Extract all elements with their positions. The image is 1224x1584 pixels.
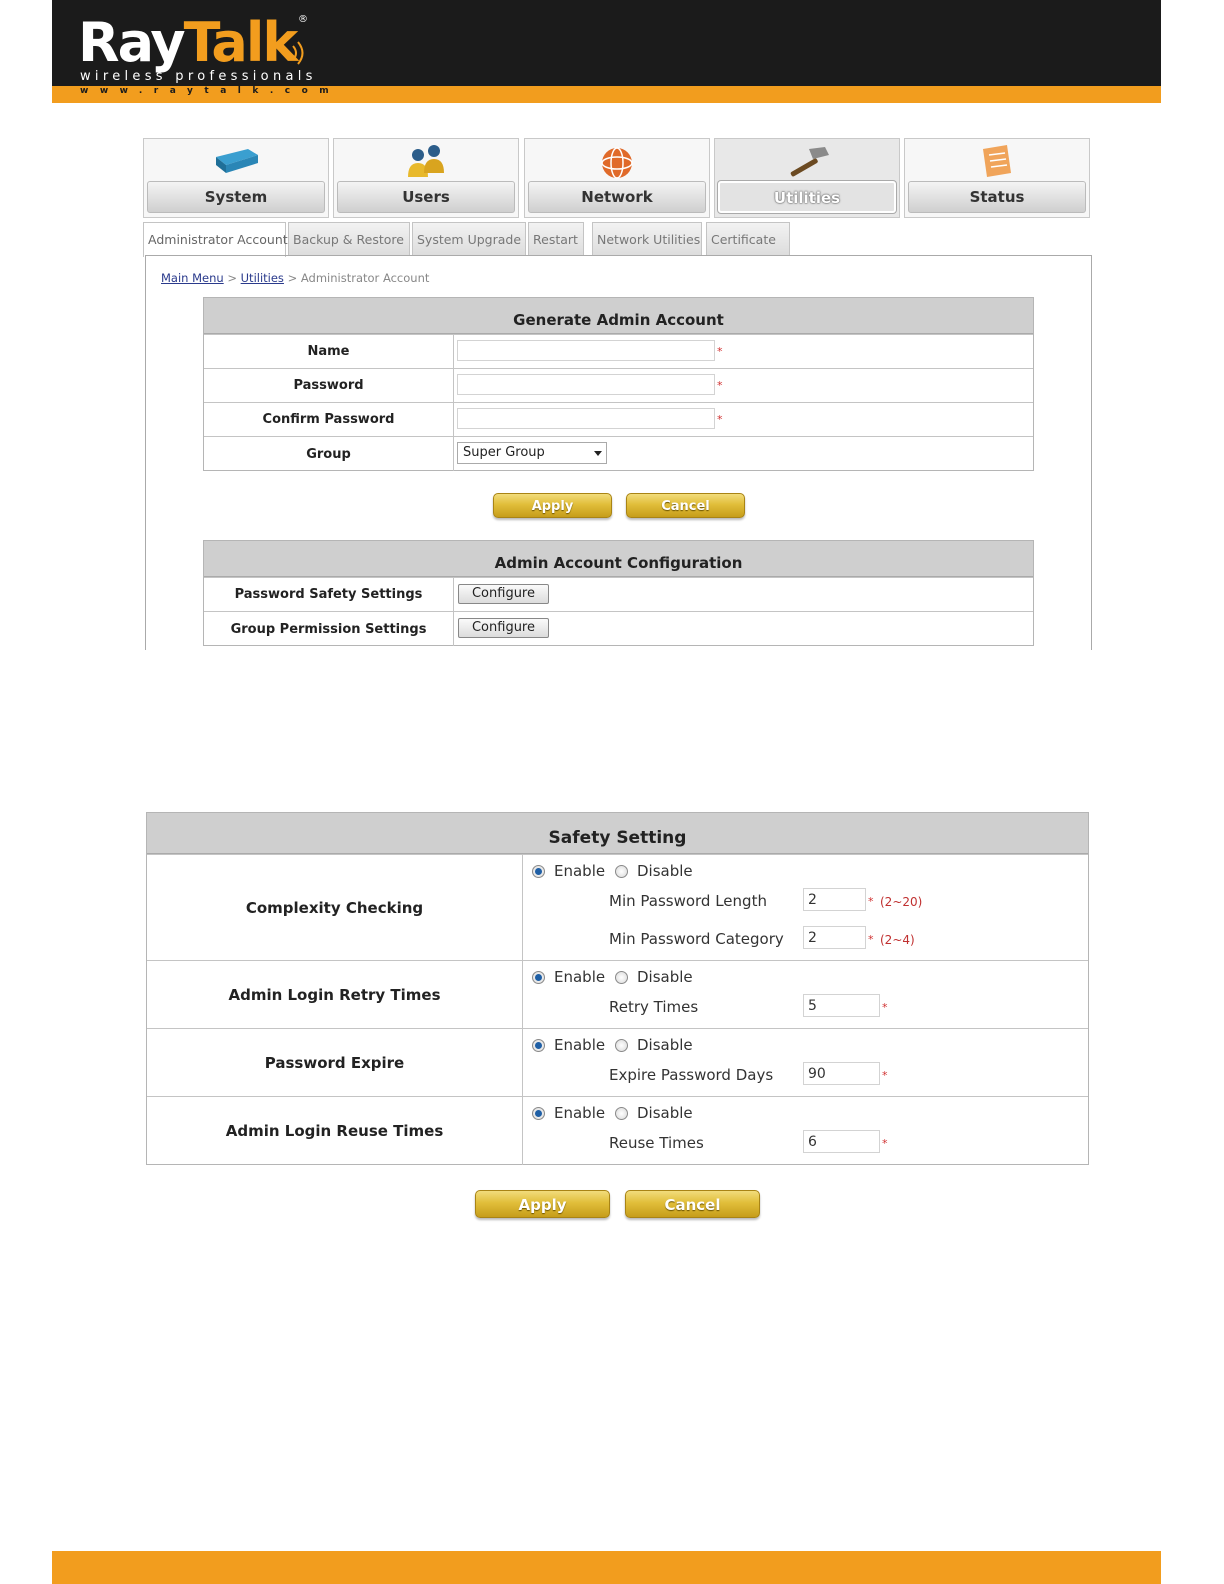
row-name [204, 334, 1033, 368]
min-password-category-required-mark: * [868, 933, 874, 946]
password-safety-settings-label: Password Safety Settings [204, 578, 454, 611]
breadcrumb-main-menu[interactable]: Main Menu [161, 271, 224, 285]
chevron-down-icon [594, 451, 602, 456]
breadcrumb-sep: > [227, 271, 237, 285]
retry-times-label: Retry Times [609, 998, 699, 1016]
tab-backup-restore[interactable]: Backup & Restore [288, 222, 410, 256]
safety-cancel-button[interactable]: Cancel [625, 1190, 760, 1218]
menu-item-status[interactable] [904, 138, 1090, 218]
hammer-icon [783, 143, 831, 181]
menu-item-utilities[interactable] [714, 138, 900, 218]
reuse-disable-radio[interactable] [615, 1107, 628, 1120]
retry-enable-radio[interactable] [532, 971, 545, 984]
admin-login-reuse-times-label: Admin Login Reuse Times [147, 1097, 523, 1165]
complexity-disable-radio[interactable] [615, 865, 628, 878]
tab-certificate[interactable]: Certificate [706, 222, 790, 256]
users-icon [402, 143, 450, 181]
complexity-enable-label: Enable [554, 862, 606, 880]
admin-login-retry-times-cell [523, 961, 1088, 1028]
min-password-category-input[interactable] [803, 926, 866, 949]
expire-password-days-required-mark: * [882, 1069, 888, 1082]
name-input[interactable] [457, 340, 715, 361]
expire-enable-radio[interactable] [532, 1039, 545, 1052]
menu-label-utilities: Utilities [718, 181, 896, 213]
retry-times-input[interactable] [803, 994, 880, 1017]
generate-apply-button[interactable]: Apply [493, 493, 612, 518]
name-required-mark: * [717, 345, 723, 358]
confirm-password-label: Confirm Password [204, 403, 454, 436]
reuse-disable-label: Disable [637, 1104, 693, 1122]
expire-disable-radio[interactable] [615, 1039, 628, 1052]
breadcrumb [161, 271, 429, 285]
breadcrumb-current: Administrator Account [300, 271, 430, 285]
raytalk-logo [78, 11, 297, 74]
reuse-times-label: Reuse Times [609, 1134, 704, 1152]
globe-network-icon [593, 143, 641, 181]
admin-login-retry-times-label: Admin Login Retry Times [147, 961, 523, 1028]
reuse-enable-radio[interactable] [532, 1107, 545, 1120]
logo-talk: Talk [183, 11, 297, 74]
tab-restart[interactable]: Restart [528, 222, 584, 256]
row-complexity-checking [147, 854, 1088, 960]
admin-account-configuration-table [203, 540, 1034, 646]
row-password-expire [147, 1028, 1088, 1096]
safety-setting-title: Safety Setting [147, 813, 1088, 854]
signal-waves-icon [290, 38, 310, 68]
min-password-length-input[interactable] [803, 888, 866, 911]
tab-system-upgrade[interactable]: System Upgrade [412, 222, 526, 256]
generate-admin-account-table [203, 297, 1034, 471]
password-label: Password [204, 369, 454, 402]
breadcrumb-utilities[interactable]: Utilities [240, 271, 284, 285]
retry-disable-radio[interactable] [615, 971, 628, 984]
menu-label-network: Network [528, 181, 706, 213]
row-password-safety-settings [204, 577, 1033, 611]
password-required-mark: * [717, 379, 723, 392]
expire-disable-label: Disable [637, 1036, 693, 1054]
logo-tagline: wireless professionals [80, 69, 317, 84]
group-select-value: Super Group [463, 445, 545, 460]
min-password-length-range: (2~20) [880, 895, 923, 909]
complexity-checking-label: Complexity Checking [147, 855, 523, 960]
safety-setting-table [146, 812, 1089, 1165]
password-safety-settings-cell [454, 578, 1033, 611]
group-permission-settings-label: Group Permission Settings [204, 612, 454, 646]
expire-password-days-label: Expire Password Days [609, 1066, 774, 1084]
generate-cancel-button[interactable]: Cancel [626, 493, 745, 518]
group-permission-settings-cell [454, 612, 1033, 646]
breadcrumb-sep: > [287, 271, 298, 285]
confirm-password-value-cell [454, 403, 1033, 436]
row-confirm-password [204, 402, 1033, 436]
menu-item-network[interactable] [524, 138, 710, 218]
row-group-permission-settings [204, 611, 1033, 646]
menu-label-status: Status [908, 181, 1086, 213]
expire-enable-label: Enable [554, 1036, 606, 1054]
tab-network-utilities[interactable]: Network Utilities [592, 222, 702, 256]
reuse-times-required-mark: * [882, 1137, 888, 1150]
generate-admin-account-title: Generate Admin Account [204, 298, 1033, 334]
tab-administrator-account[interactable]: Administrator Account [143, 222, 286, 257]
row-admin-login-reuse-times [147, 1096, 1088, 1165]
retry-times-required-mark: * [882, 1001, 888, 1014]
min-password-length-label: Min Password Length [609, 892, 767, 910]
group-permission-configure-button[interactable]: Configure [458, 618, 549, 638]
menu-item-system[interactable] [143, 138, 329, 218]
safety-apply-button[interactable]: Apply [475, 1190, 610, 1218]
switch-device-icon [212, 143, 260, 181]
password-value-cell [454, 369, 1033, 402]
reuse-times-input[interactable] [803, 1130, 880, 1153]
complexity-enable-radio[interactable] [532, 865, 545, 878]
min-password-category-label: Min Password Category [609, 930, 784, 948]
registered-mark: ® [298, 14, 308, 25]
password-expire-cell [523, 1029, 1088, 1096]
confirm-password-input[interactable] [457, 408, 715, 429]
retry-disable-label: Disable [637, 968, 693, 986]
menu-label-users: Users [337, 181, 515, 213]
notepad-status-icon [973, 143, 1021, 181]
min-password-length-required-mark: * [868, 895, 874, 908]
main-menu [143, 138, 1093, 218]
logo-ray: Ray [78, 11, 184, 74]
password-safety-configure-button[interactable]: Configure [458, 584, 549, 604]
min-password-category-range: (2~4) [880, 933, 915, 947]
complexity-disable-label: Disable [637, 862, 693, 880]
row-group [204, 436, 1033, 471]
password-expire-label: Password Expire [147, 1029, 523, 1096]
group-label: Group [204, 437, 454, 471]
complexity-checking-cell [523, 855, 1088, 960]
retry-enable-label: Enable [554, 968, 606, 986]
password-input[interactable] [457, 374, 715, 395]
name-label: Name [204, 335, 454, 368]
expire-password-days-input[interactable] [803, 1062, 880, 1085]
menu-item-users[interactable] [333, 138, 519, 218]
row-password [204, 368, 1033, 402]
row-admin-login-retry-times [147, 960, 1088, 1028]
group-select[interactable] [457, 442, 607, 464]
logo-url: www.raytalk.com [80, 86, 341, 96]
reuse-enable-label: Enable [554, 1104, 606, 1122]
confirm-password-required-mark: * [717, 413, 723, 426]
admin-account-configuration-title: Admin Account Configuration [204, 541, 1033, 577]
footer-accent-stripe [52, 1551, 1161, 1584]
admin-login-reuse-times-cell [523, 1097, 1088, 1165]
menu-label-system: System [147, 181, 325, 213]
name-value-cell [454, 335, 1033, 368]
group-value-cell [454, 437, 1033, 471]
